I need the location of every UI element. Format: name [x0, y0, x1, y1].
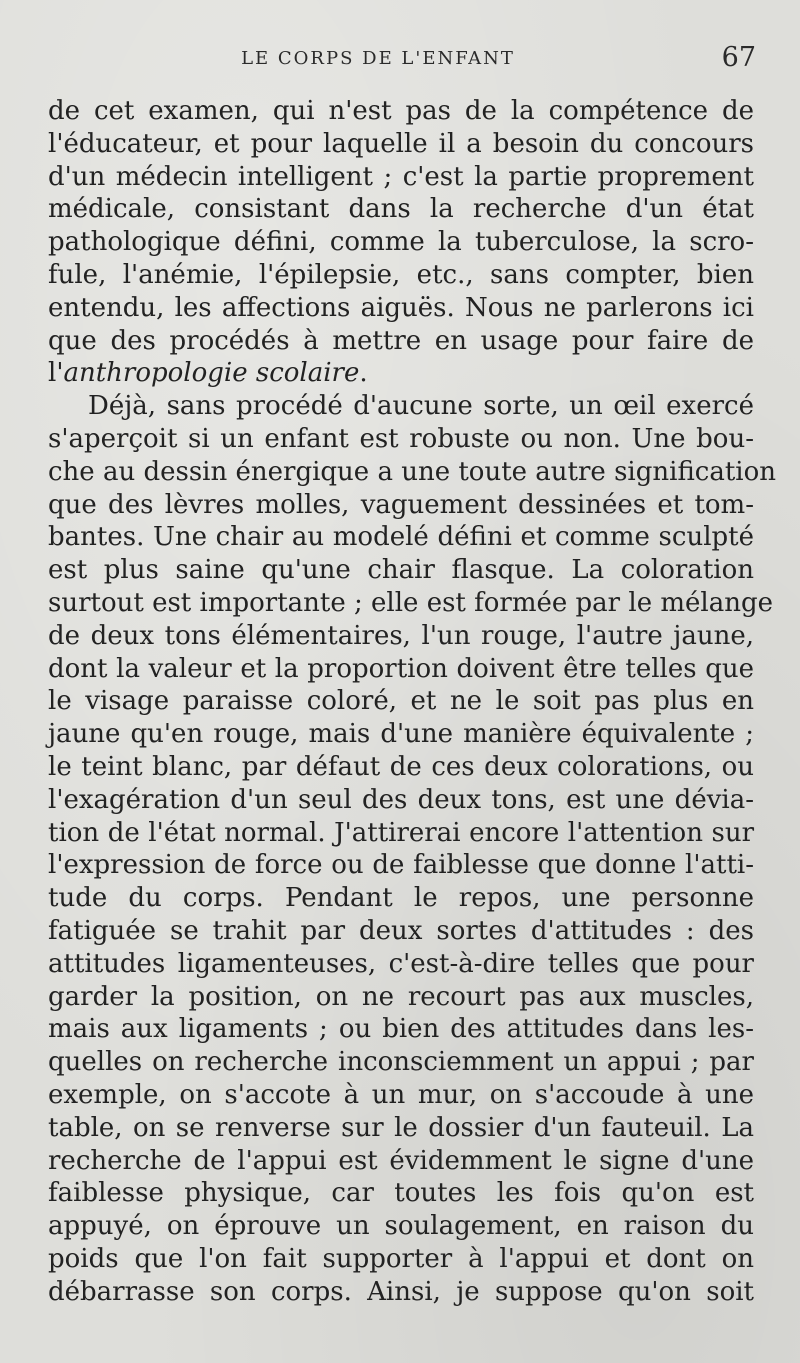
line-prefix: l': [48, 358, 64, 389]
paragraph-first-line: Déjà, sans procédé d'aucune sorte, un œil exercé: [88, 391, 754, 422]
text-line: d'un médecin intelligent ; c'est la partie proprement: [48, 161, 754, 192]
text-line: l'exagération d'un seul des deux tons, est une dévia-: [48, 784, 754, 815]
page-number: 67: [721, 42, 756, 73]
text-line: tude du corps. Pendant le repos, une personne: [48, 883, 754, 914]
text-line: table, on se renverse sur le dossier d'un fauteuil. La: [48, 1112, 754, 1143]
text-line: l'expression de force ou de faiblesse que donne l'atti-: [48, 850, 754, 881]
text-line: l'éducateur, et pour laquelle il a besoin du concours: [48, 128, 754, 159]
text-line-italic-term: [48, 357, 754, 390]
text-line: fatiguée se trahit par deux sortes d'attitudes : des: [48, 915, 754, 946]
text-line: que des procédés à mettre en usage pour faire de: [48, 325, 754, 356]
text-line: jaune qu'en rouge, mais d'une manière équivalente ;: [48, 719, 754, 750]
text-line: exemple, on s'accote à un mur, on s'accoude à une: [48, 1079, 754, 1110]
text-line: débarrasse son corps. Ainsi, je suppose qu'on soit: [48, 1276, 754, 1307]
text-line: quelles on recherche inconsciemment un appui ; par: [48, 1047, 754, 1078]
running-head-title: LE CORPS DE L'ENFANT: [241, 48, 515, 69]
text-line: faiblesse physique, car toutes les fois qu'on est: [48, 1178, 754, 1209]
text-line: s'aperçoit si un enfant est robuste ou non. Une bou-: [48, 423, 754, 454]
text-line: est plus saine qu'une chair flasque. La coloration: [48, 555, 754, 586]
text-line: tion de l'état normal. J'attirerai encore l'attention sur: [48, 817, 754, 848]
text-line: bantes. Une chair au modelé défini et comme sculpté: [48, 522, 754, 553]
text-line: poids que l'on fait supporter à l'appui et dont on: [48, 1243, 754, 1274]
text-line: le visage paraisse coloré, et ne le soit pas plus en: [48, 686, 754, 717]
text-line: que des lèvres molles, vaguement dessinées et tom-: [48, 489, 754, 520]
text-line: dont la valeur et la proportion doivent être telles que: [48, 653, 754, 684]
text-line: le teint blanc, par défaut de ces deux colorations, ou: [48, 751, 754, 782]
text-line: pathologique défini, comme la tuberculose, la scro-: [48, 227, 754, 258]
text-line: médicale, consistant dans la recherche d'un état: [48, 194, 754, 225]
text-line: attitudes ligamenteuses, c'est-à-dire telles que pour: [48, 948, 754, 979]
text-line: mais aux ligaments ; ou bien des attitudes dans les-: [48, 1014, 754, 1045]
text-line: fule, l'anémie, l'épilepsie, etc., sans compter, bien: [48, 259, 754, 290]
text-line: de cet examen, qui n'est pas de la compétence de: [48, 96, 754, 126]
text-line: appuyé, on éprouve un soulagement, en raison du: [48, 1211, 754, 1242]
body-text: [48, 95, 777, 1308]
text-line: recherche de l'appui est évidemment le signe d'une: [48, 1145, 754, 1176]
italic-term: anthropologie scolaire: [63, 358, 360, 389]
line-suffix: .: [359, 358, 368, 389]
text-line: surtout est importante ; elle est formée par le mélange: [48, 587, 773, 618]
running-head: [48, 42, 756, 74]
text-line: che au dessin énergique a une toute autre signification: [48, 456, 777, 487]
text-line: entendu, les affections aiguës. Nous ne parlerons ici: [48, 292, 754, 323]
text-line: de deux tons élémentaires, l'un rouge, l'autre jaune,: [48, 620, 754, 651]
text-line: garder la position, on ne recourt pas aux muscles,: [48, 981, 754, 1012]
